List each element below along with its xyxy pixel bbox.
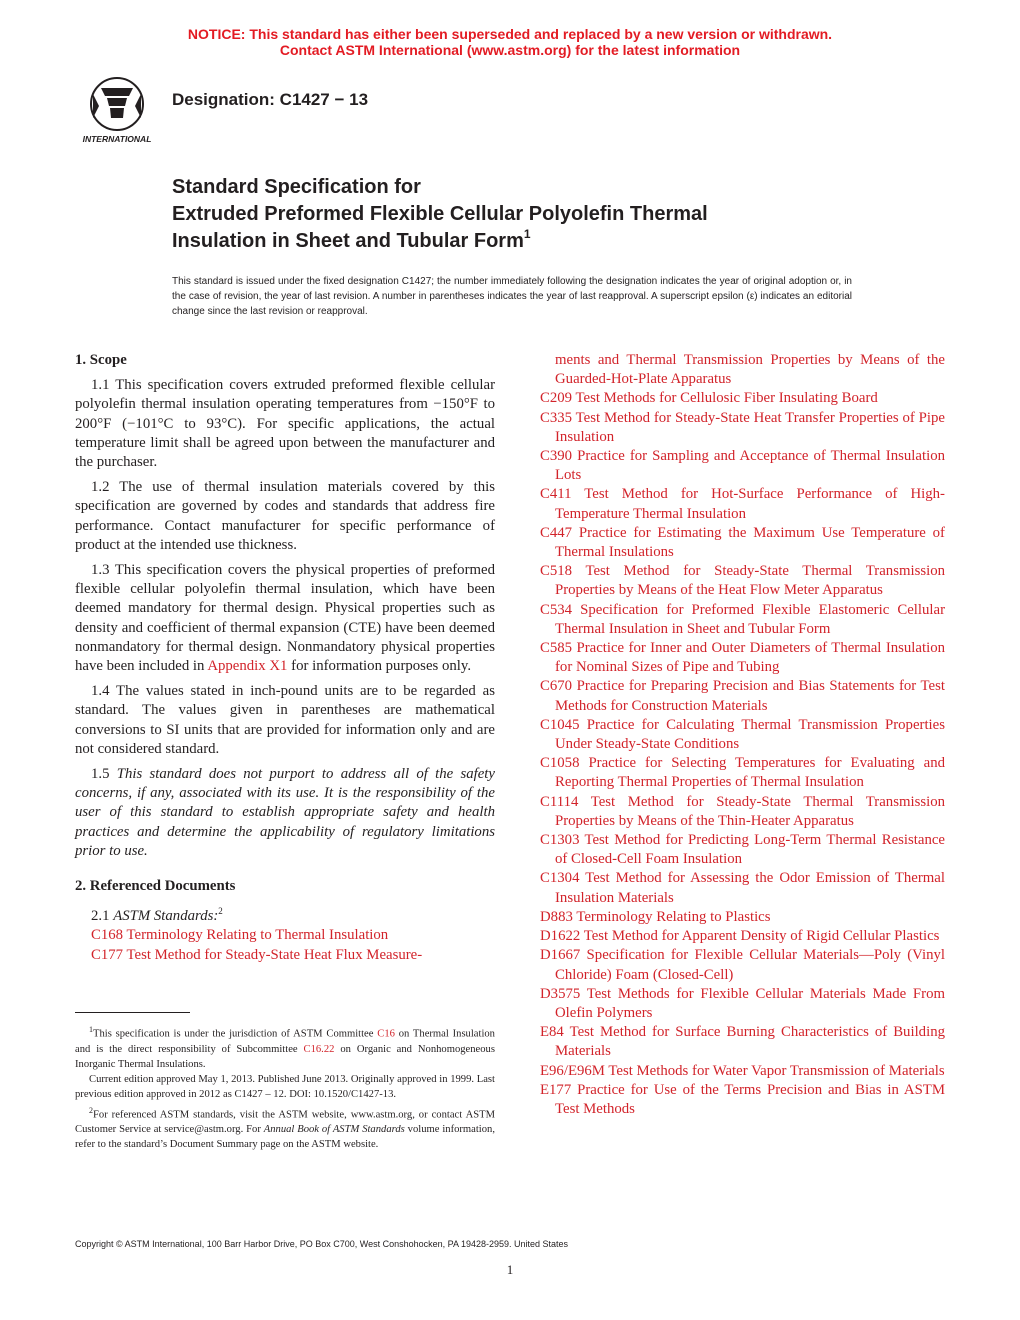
reference-code-link[interactable]: E177 bbox=[540, 1081, 572, 1098]
astm-logo-icon bbox=[74, 76, 160, 146]
reference-code-link[interactable]: C1114 bbox=[540, 793, 579, 810]
reference-item bbox=[540, 869, 945, 907]
reference-title: Test Method for Apparent Density of Rigid Cellular Plastics bbox=[580, 928, 940, 945]
document-title bbox=[172, 174, 932, 255]
reference-title: Specification for Flexible Cellular Materials—Poly (Vinyl Chloride) Foam (Closed-Cell) bbox=[555, 947, 945, 983]
notice-line-1: NOTICE: This standard has either been superseded and replaced by a new version or withdrawn. bbox=[187, 26, 833, 42]
scope-1-1: 1.1 This specification covers extruded preformed flexible cellular polyolefin thermal insulation operating temperatures from −150°F to 200°F (−101°C to 93°C). For specific applications, the actual temperature limit shall be agreed upon between the manufacturer and the purchaser. bbox=[75, 377, 495, 471]
reference-item bbox=[91, 946, 495, 965]
page-number: 1 bbox=[506, 1262, 514, 1277]
title-line-1: Standard Specification for bbox=[172, 176, 421, 198]
right-column bbox=[540, 351, 945, 1119]
astm-logo bbox=[74, 76, 160, 146]
reference-title: Test Method for Surface Burning Characteristics of Building Materials bbox=[555, 1024, 945, 1060]
reference-item bbox=[540, 1062, 945, 1081]
reference-code-link[interactable]: C1045 bbox=[540, 716, 580, 733]
reference-title: Practice for Estimating the Maximum Use Temperature of Thermal Insulations bbox=[555, 524, 945, 561]
reference-title: Test Method for Steady-State Heat Flux Measure- bbox=[123, 946, 423, 963]
reference-item bbox=[540, 831, 945, 869]
committee-c16-link[interactable]: C16 bbox=[377, 1028, 395, 1040]
left-reference-list bbox=[75, 926, 495, 964]
section-scope-heading: 1. Scope bbox=[75, 352, 127, 368]
reference-code-link[interactable]: C585 bbox=[540, 640, 573, 657]
withdrawal-notice bbox=[0, 26, 1020, 58]
reference-item bbox=[540, 485, 945, 523]
reference-code-link[interactable]: C1058 bbox=[540, 755, 580, 772]
reference-item bbox=[540, 793, 945, 831]
reference-code-link[interactable]: C534 bbox=[540, 601, 573, 618]
reference-title: Test Method for Hot-Surface Performance of High-Temperature Thermal Insulation bbox=[555, 486, 945, 522]
reference-item bbox=[540, 908, 945, 927]
footnote-2: $^2$For referenced ASTM standards, visit the ASTM website, www.astm.org, or contact ASTM Customer Service at service@astm.org. For Annual Book of ASTM Standards volume information, refer to the standard’s Document Summary page on the ASTM website. bbox=[75, 1105, 495, 1151]
reference-item bbox=[540, 639, 945, 677]
title-line-3: Insulation in Sheet and Tubular Form$^1$ bbox=[172, 227, 531, 252]
title-line-2: Extruded Preformed Flexible Cellular Polyolefin Thermal bbox=[172, 203, 708, 225]
reference-code-link[interactable]: C1303 bbox=[540, 832, 580, 849]
left-column bbox=[75, 351, 495, 965]
reference-code-link[interactable]: E84 bbox=[540, 1024, 564, 1041]
reference-code-link[interactable]: D883 bbox=[540, 908, 573, 925]
reference-item bbox=[540, 562, 945, 600]
reference-code-link[interactable]: C518 bbox=[540, 563, 573, 580]
astm-standards-label: 2.1 ASTM Standards:$^2$ bbox=[91, 906, 223, 925]
footnotes bbox=[75, 1022, 495, 1153]
reference-title: Practice for Preparing Precision and Bias Statements for Test Methods for Construction Materials bbox=[555, 678, 945, 714]
reference-item bbox=[540, 1081, 945, 1119]
reference-code-link[interactable]: E96/E96M bbox=[540, 1062, 605, 1079]
reference-title: Test Method for Assessing the Odor Emission of Thermal Insulation Materials bbox=[555, 870, 945, 906]
copyright-line: Copyright © ASTM International, 100 Barr Harbor Drive, PO Box C700, West Conshohocken, PA 19428-2959. United States bbox=[75, 1239, 569, 1249]
reference-title: Test Method for Predicting Long-Term Thermal Resistance of Closed-Cell Foam Insulation bbox=[555, 832, 945, 868]
reference-item bbox=[91, 926, 495, 945]
logo-text: INTERNATIONAL bbox=[82, 134, 152, 144]
reference-title: Test Method for Steady-State Heat Transfer Properties of Pipe Insulation bbox=[555, 409, 945, 445]
footnote-1-edition: Current edition approved May 1, 2013. Published June 2013. Originally approved in 1999. Last previous edition approved in 2012 as C1427 – 12. DOI: 10.1520/C1427-13. bbox=[75, 1074, 495, 1101]
reference-title: Practice for Inner and Outer Diameters of Thermal Insulation for Nominal Sizes of Pipe and Tubing bbox=[555, 640, 945, 676]
reference-item bbox=[540, 927, 945, 946]
right-reference-list bbox=[540, 389, 945, 1119]
reference-title: Test Methods for Flexible Cellular Materials Made From Olefin Polymers bbox=[555, 985, 945, 1021]
reference-item bbox=[540, 754, 945, 792]
reference-continuation: ments and Thermal Transmission Properties by Means of the Guarded-Hot-Plate Apparatus bbox=[555, 352, 945, 388]
footnote-divider bbox=[75, 1012, 190, 1013]
reference-code-link[interactable]: C177 bbox=[91, 946, 124, 963]
reference-item bbox=[540, 946, 945, 984]
reference-item bbox=[540, 985, 945, 1023]
subcommittee-c16-22-link[interactable]: C16.22 bbox=[303, 1043, 335, 1055]
reference-item bbox=[540, 1023, 945, 1061]
reference-code-link[interactable]: C168 bbox=[91, 927, 124, 944]
reference-item bbox=[540, 447, 945, 485]
reference-code-link[interactable]: D3575 bbox=[540, 985, 581, 1002]
reference-code-link[interactable]: D1667 bbox=[540, 947, 581, 964]
footnote-1: $^1$This specification is under the jurisdiction of ASTM Committee C16 on Thermal Insulation and is the direct responsibility of Subcommittee C16.22 on Organic and Nonhomogeneous Inorganic Thermal Insulations. bbox=[75, 1025, 495, 1070]
scope-1-3: 1.3 This specification covers the physical properties of preformed flexible cellular polyolefin thermal insulation, which have been deemed mandatory for thermal design. Physical properties such as density and coefficient of thermal expansion (CTE) have been deemed nonmandatory for thermal design. Nonmandatory physical properties have been included in Appendix X1 for information purposes only. bbox=[75, 562, 495, 675]
reference-title: Terminology Relating to Thermal Insulation bbox=[123, 927, 389, 944]
section-refdocs-heading: 2. Referenced Documents bbox=[75, 878, 236, 895]
notice-line-2: Contact ASTM International (www.astm.org) for the latest information bbox=[279, 42, 741, 58]
title-footnote-ref[interactable]: 1 bbox=[523, 227, 531, 241]
reference-code-link[interactable]: C1304 bbox=[540, 870, 580, 887]
reference-title: Practice for Calculating Thermal Transmission Properties Under Steady-State Conditions bbox=[555, 716, 945, 753]
reference-title: Practice for Sampling and Acceptance of Thermal Insulation Lots bbox=[555, 448, 945, 484]
appendix-x1-link[interactable]: Appendix X1 bbox=[207, 658, 288, 675]
scope-1-5: 1.5 This standard does not purport to address all of the safety concerns, if any, associated with its use. It is the responsibility of the user of this standard to establish appropriate safety and health practices and determine the applicability of regulatory limitations prior to use. bbox=[75, 766, 495, 859]
scope-1-2: 1.2 The use of thermal insulation materials covered by this specification are governed by codes and standards that address fire performance. Contact manufacturer for specific performance of product at the intended use thickness. bbox=[75, 479, 495, 553]
reference-code-link[interactable]: C670 bbox=[540, 678, 573, 695]
issued-note: This standard is issued under the fixed designation C1427; the number immediately following the designation indicates the year of original adoption or, in the case of revision, the year of last revision. A number in parentheses indicates the year of last reapproval. A superscript epsilon (ε) indicates an editorial change since the last revision or reapproval. bbox=[172, 276, 852, 317]
reference-code-link[interactable]: C209 bbox=[540, 390, 573, 407]
scope-1-4: 1.4 The values stated in inch-pound units are to be regarded as standard. The values given in parentheses are mathematical conversions to SI units that are provided for information only and are not considered standard. bbox=[75, 683, 495, 757]
reference-title: Test Methods for Water Vapor Transmission of Materials bbox=[604, 1062, 945, 1079]
reference-title: Practice for Use of the Terms Precision and Bias in ASTM Test Methods bbox=[555, 1081, 945, 1117]
reference-title: Practice for Selecting Temperatures for Evaluating and Reporting Thermal Properties of Thermal Insulation bbox=[555, 755, 945, 791]
designation: Designation: C1427 − 13 bbox=[172, 90, 369, 109]
reference-item bbox=[540, 716, 945, 754]
reference-item bbox=[540, 524, 945, 562]
reference-item bbox=[540, 601, 945, 639]
reference-title: Specification for Preformed Flexible Elastomeric Cellular Thermal Insulation in Sheet and Tubular Form bbox=[555, 601, 945, 637]
reference-item bbox=[540, 409, 945, 447]
reference-item bbox=[540, 677, 945, 715]
reference-code-link[interactable]: D1622 bbox=[540, 928, 581, 945]
reference-code-link[interactable]: C447 bbox=[540, 524, 573, 541]
reference-code-link[interactable]: C390 bbox=[540, 448, 573, 465]
reference-title: Terminology Relating to Plastics bbox=[572, 908, 771, 925]
reference-title: Test Method for Steady-State Thermal Transmission Properties by Means of the Heat Flow Meter Apparatus bbox=[555, 563, 945, 599]
reference-title: Test Methods for Cellulosic Fiber Insulating Board bbox=[572, 390, 878, 407]
reference-title: Test Method for Steady-State Thermal Transmission Properties by Means of the Thin-Heater Apparatus bbox=[555, 793, 945, 829]
reference-item bbox=[540, 389, 945, 408]
reference-code-link[interactable]: C335 bbox=[540, 409, 573, 426]
reference-code-link[interactable]: C411 bbox=[540, 486, 572, 503]
